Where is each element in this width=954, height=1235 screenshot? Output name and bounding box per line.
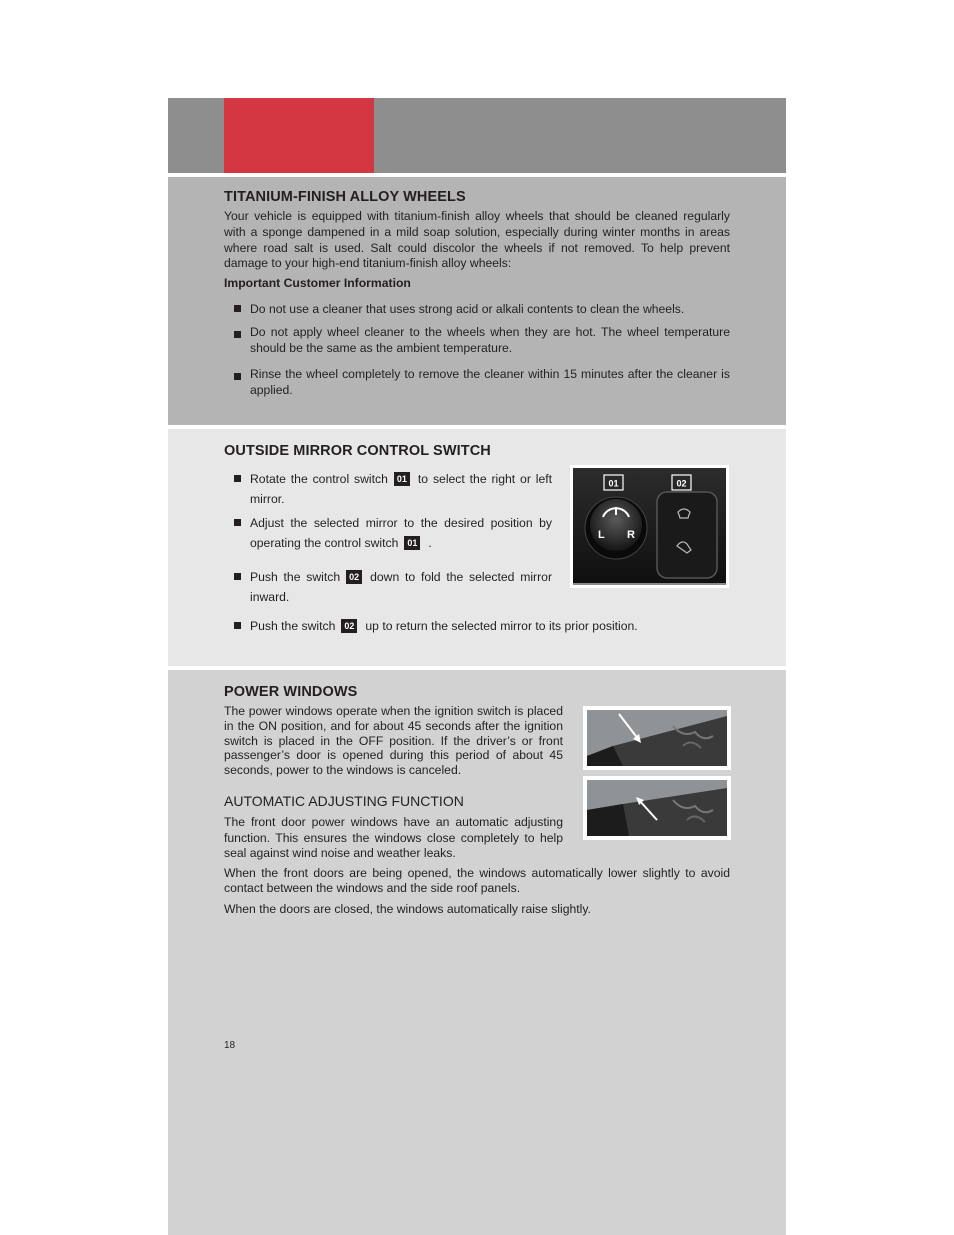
wheels-info-label: Important Customer Information <box>224 276 411 290</box>
wheels-bullet-2: Do not apply wheel cleaner to the wheels when they are hot. The wheel temperature should be the same as the ambient temperature. <box>234 325 730 357</box>
header-red-tab <box>224 98 374 173</box>
divider <box>168 425 786 429</box>
windows-p3: When the front doors are being opened, the windows automatically lower slightly to avoid contact between the windows and the side roof panels. <box>224 866 730 896</box>
windows-p2: The front door power windows have an automatic adjusting function. This ensures the windows close completely to help seal against wind noise and weather leaks. <box>224 815 563 861</box>
mirror-heading: OUTSIDE MIRROR CONTROL SWITCH <box>224 443 491 459</box>
callout-badge: 02 <box>341 619 357 633</box>
divider <box>168 666 786 670</box>
wheels-bullet-1: Do not use a cleaner that uses strong acid or alkali contents to clean the wheels. <box>234 299 730 319</box>
window-lower-photo <box>583 706 731 770</box>
window-raise-photo <box>583 776 731 840</box>
section-windows <box>168 670 786 1235</box>
knob-right-label: R <box>627 529 635 541</box>
mirror-bullet-2: Adjust the selected mirror to the desired position by operating the control switch 01 . <box>234 513 552 553</box>
mirror-switch-photo <box>570 465 729 588</box>
windows-p4: When the doors are closed, the windows automatically raise slightly. <box>224 902 591 916</box>
windows-subheading: AUTOMATIC ADJUSTING FUNCTION <box>224 793 464 809</box>
page-number: 18 <box>224 1040 236 1051</box>
windows-heading: POWER WINDOWS <box>224 684 358 700</box>
section-wheels <box>168 177 786 425</box>
section-mirror <box>168 429 786 666</box>
callout-badge: 01 <box>404 536 420 550</box>
window-raise-illustration <box>583 776 731 840</box>
wheels-intro: Your vehicle is equipped with titanium-finish alloy wheels that should be cleaned regularly with a sponge dampened in a mild soap solution, especially during winter months in areas where road salt is used. Salt could discolor the wheels if not removed. To help prevent damage to your high-end titanium-finish alloy wheels: <box>224 209 730 271</box>
window-lower-illustration <box>583 706 731 770</box>
mirror-bullet-4: Push the switch 02 up to return the selected mirror to its prior position. <box>234 616 734 636</box>
windows-p1: The power windows operate when the ignition switch is placed in the ON position, and for about 45 seconds after the ignition switch is placed in the OFF position. If the driver’s or front passenger’s door is opened during this period of about 45 seconds, power to the windows is canceled. <box>224 704 563 778</box>
manual-page <box>168 98 786 1235</box>
wheels-heading: TITANIUM-FINISH ALLOY WHEELS <box>224 189 466 205</box>
mirror-bullet-3: Push the switch 02 down to fold the selected mirror inward. <box>234 567 552 607</box>
knob-left-label: L <box>598 529 605 541</box>
mirror-switch-illustration <box>570 465 729 588</box>
divider <box>168 173 786 177</box>
wheels-bullet-3: Rinse the wheel completely to remove the cleaner within 15 minutes after the cleaner is applied. <box>234 367 730 399</box>
callout-badge: 01 <box>394 472 410 486</box>
photo-label-01: 01 <box>608 478 619 489</box>
photo-label-02: 02 <box>676 478 687 489</box>
mirror-bullet-1: Rotate the control switch 01 to select the right or left mirror. <box>234 469 552 509</box>
callout-badge: 02 <box>346 570 362 584</box>
